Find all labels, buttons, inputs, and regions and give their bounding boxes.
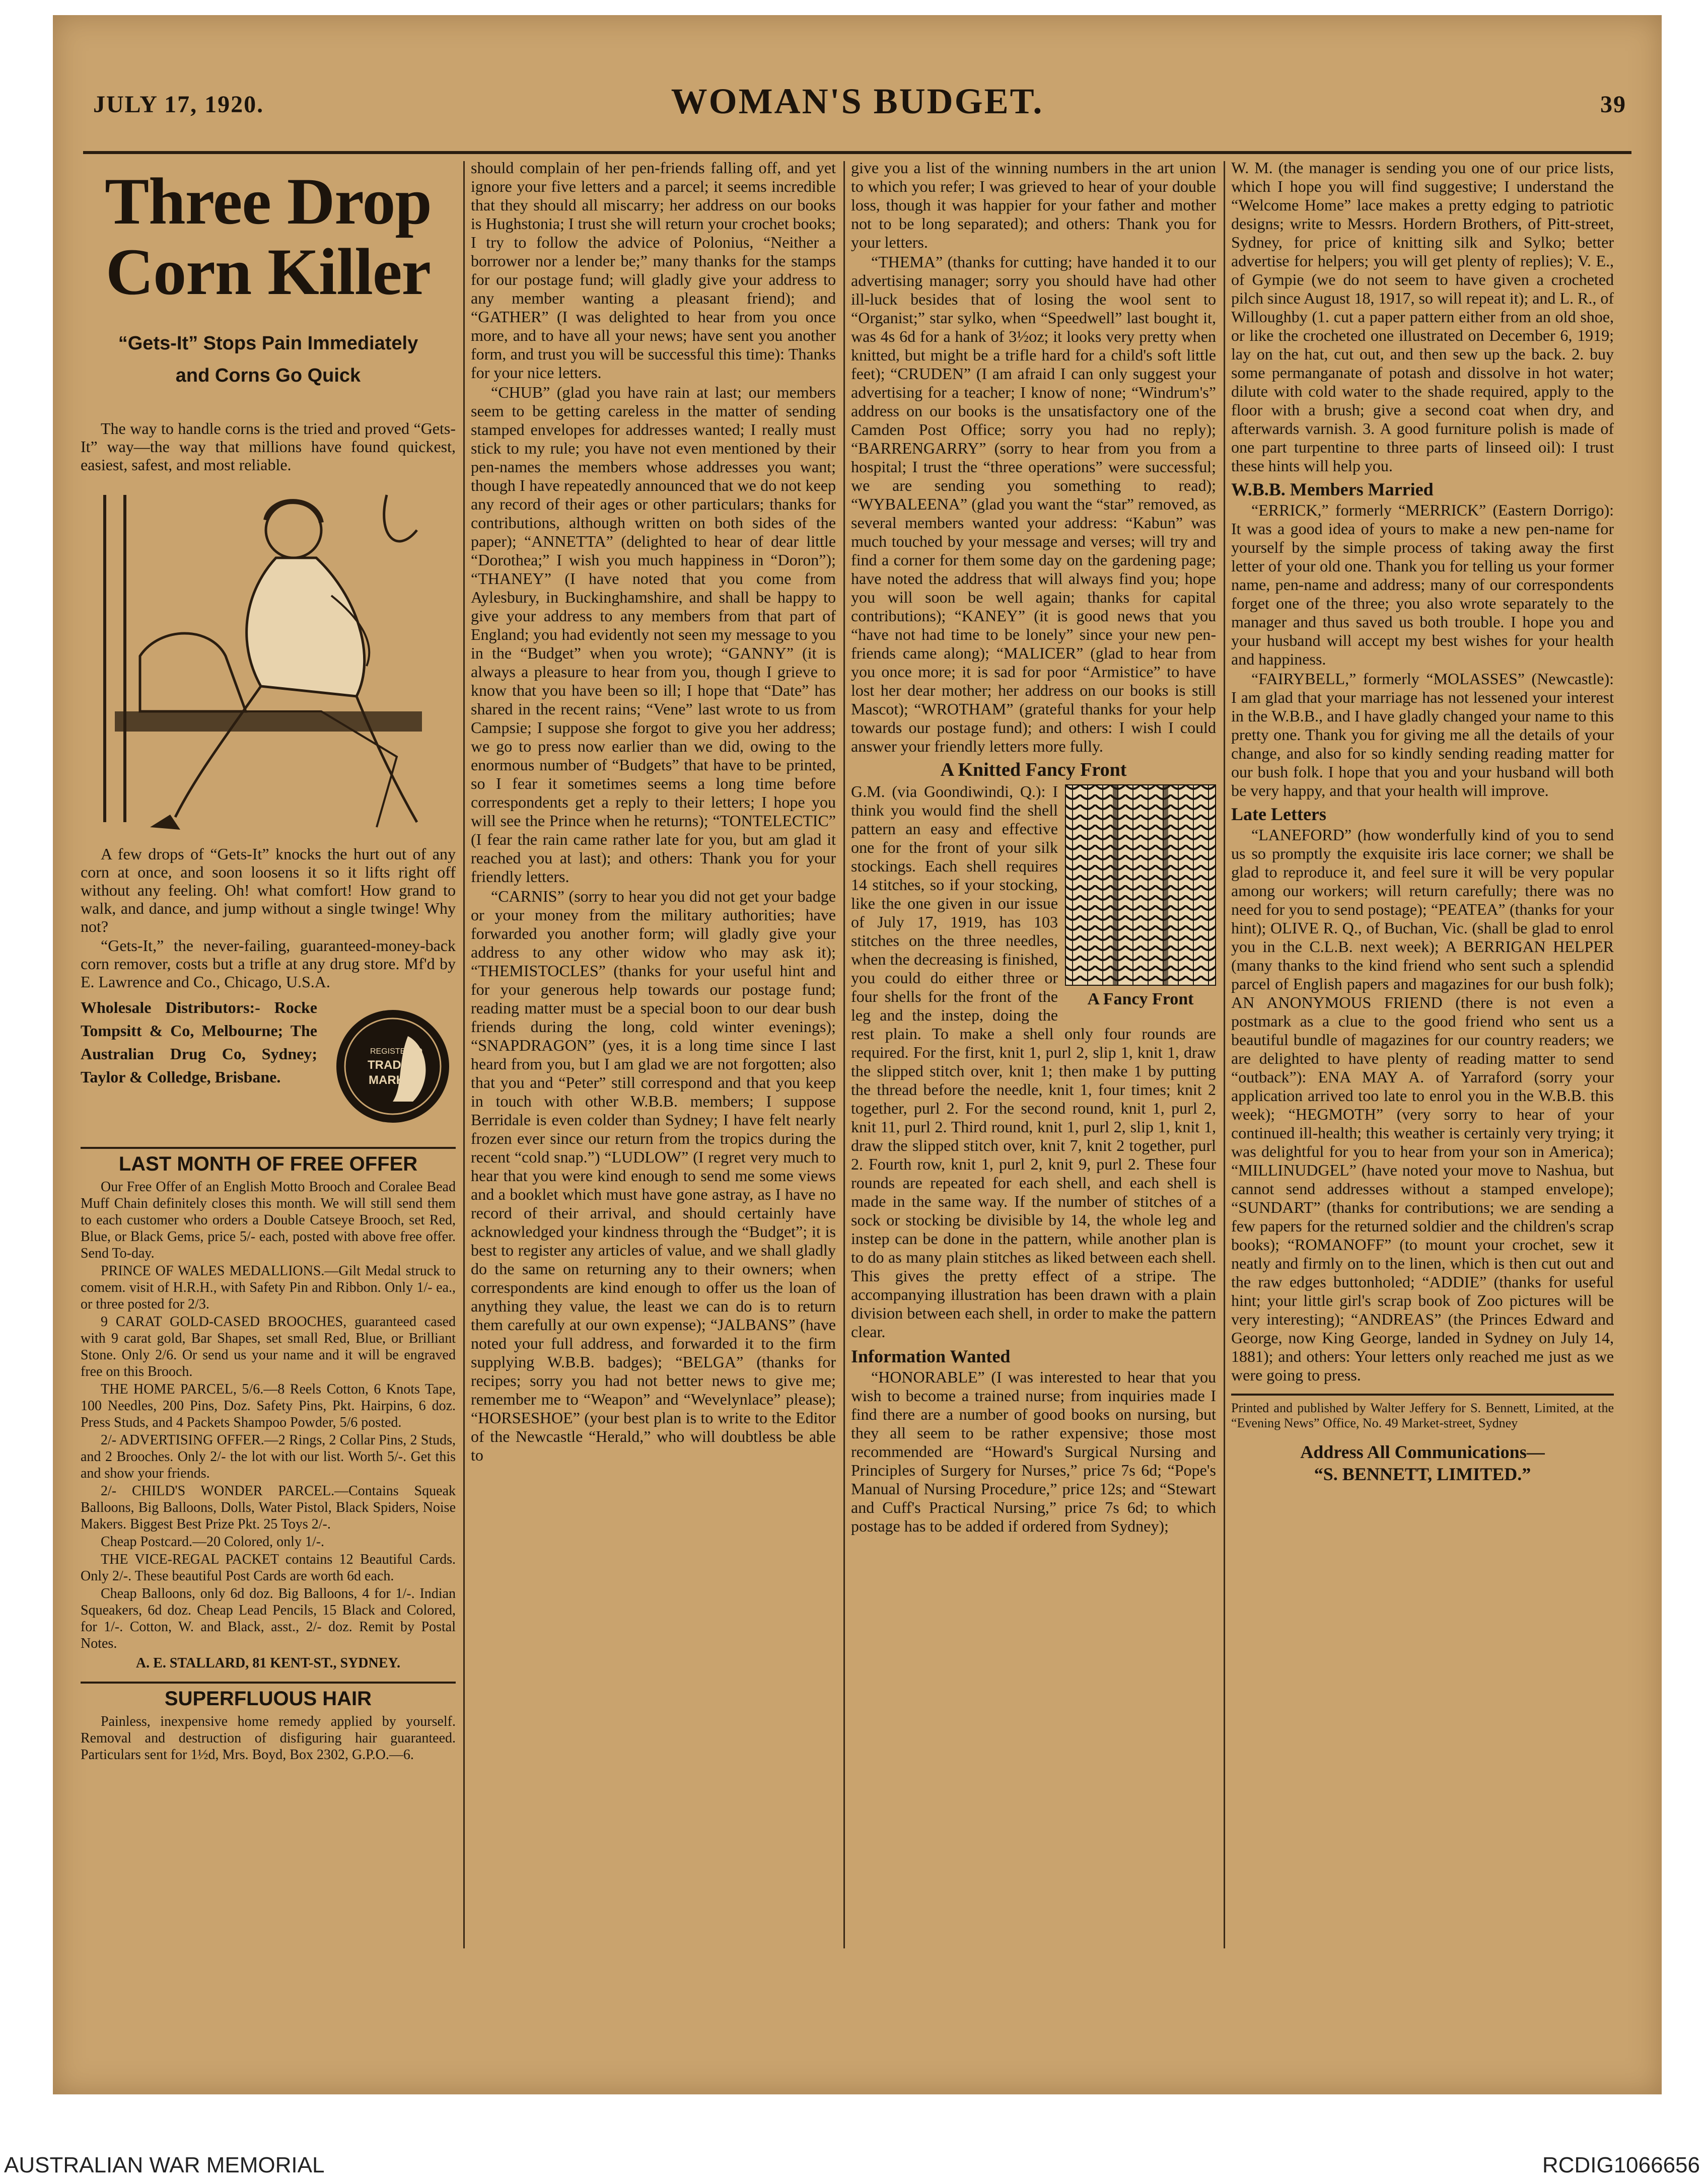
knitting-instructions: G.M. (via Goondiwindi, Q.): I think you would find the shell pattern an easy and effective one for the front of your silk stockings. Each shell requires 14 stitches, so if your stocking, like the one given in our issue of July 17, 1919, has 103 stitches on the three needles, when the decreasing is finished, you could do either three or four shells for the front of the leg and the instep, doing the rest plain. To make a shell only four rounds are required. For the first, knit 1, purl 2, slip 1, knit 1, draw the slipped stitch over, knit 1; then make 1 by putting the thread before the needle, knit 1, four times; knit 2 together, purl 2. For the second round, knit 1, purl 2, knit 11, purl 2. Third round, knit 1, purl 2, slip 1, knit 1, draw the slipped stitch over, knit 7, knit 2 together, purl 2. Fourth row, knit 1, purl 2, knit 9, purl 2. These four rounds are repeated for each shell, and each shell is made in the same way. If the number of stitches of a sock or stocking be divisible by 14, the whole leg and instep can be done in the pattern, while another plan is to do as many plain stitches as liked between each shell. This gives the pretty effect of a stripe. The accompanying illustration has been drawn with a plain division between each shell, in order to make the pattern clear. [851,782,1216,1341]
advertising-column [81,159,456,1951]
letters-paragraph: “THEMA” (thanks for cutting; have handed it to our advertising manager; sorry you should have had other ill-luck besides that of losing the wool sent to “Organist;” star sylko, when “Speedwell” last bought it, was 4s 6d for a hank of 3½oz; it looks very pretty when knitted, but might be a trifle hard for a child's soft little feet); “CRUDEN” (I am afraid I can only suggest your advertising for a teacher; I know of none; “Windrum's” address on our books is the unsatisfactory one of the Camden Post Office; sorry you had no reply); “BARRENGARRY” (sorry to hear from you from a hospital; I trust the “three operations” were successful; we are sending you something to read); “WYBALEENA” (glad you want the “star” removed, as several members wanted your address: “Kabun” was much touched by your message and verses; will try and find a corner for them some day on the gardening page; have noted the address that will always find you; hope you will soon be well again; thanks for capital contributions); “KANEY” (it is good news that you “have not had time to be lonely” since your new pen-friends came along); “MALICER” (glad to hear from you once more; it is sad for poor “Armistice” to have lost her dear mother; her address on our books is still Mascot); “WROTHAM” (grateful thanks for your help towards our postage fund); and others: I wish I could answer your friendly letters more fully. [851,253,1216,755]
ad-subtitle: “Gets-It” Stops Pain Immediately and Corns Go Quick [118,333,418,386]
offer-item: 2/- CHILD'S WONDER PARCEL.—Contains Squeak Balloons, Big Balloons, Dolls, Water Pistol, Black Spiders, Noise Makers. Biggest Best Prize Pkt. 25 Toys 2/-. [81,1483,456,1532]
header-rule [83,151,1631,154]
archive-id: RCDIG1066656 [1542,2153,1700,2177]
svg-text:TRADE: TRADE [368,1058,409,1072]
newspaper-page [53,15,1662,2094]
late-letters-heading: Late Letters [1231,804,1326,824]
svg-text:MARK: MARK [369,1073,405,1087]
printer-imprint: Printed and published by Walter Jeffery for S. Bennett, Limited, at the “Evening News” Office, No. 49 Market-street, Sydney [1231,1394,1614,1431]
page-number: 39 [1600,91,1626,118]
ad-body-2: “Gets-It,” the never-failing, guaranteed-money-back corn remover, costs but a trifle at any drug store. Mf'd by E. Lawrence and Co., Chicago, U.S.A. [81,936,456,991]
svg-text:REGISTERED: REGISTERED [370,1047,423,1056]
letters-paragraph: should complain of her pen-friends falling off, and yet ignore your five letters and a parcel; it seems incredible that they should all miscarry; her address on our books is Hughstonia; I trust she will return your crochet books; I try to follow the advice of Polonius, “Neither a borrower nor a lender be;” many thanks for the stamps for our postage fund; will gladly give your address to any member wanting a pleasant friend); and “GATHER” (I was delighted to hear from you once more, and to have all your news; have sent you another form, and trust you will be successful this time): Thanks for your nice letters. [471,159,836,382]
fancy-front-figure [1065,784,1216,1008]
archive-footer [0,2149,1707,2184]
column-divider [1224,161,1225,1948]
offer-items [81,1179,456,1671]
knitted-fancy-front-heading: A Knitted Fancy Front [940,759,1127,780]
offer-advertiser: A. E. STALLARD, 81 KENT-ST., SYDNEY. [135,1655,401,1671]
offer-item: THE VICE-REGAL PACKET contains 12 Beautiful Cards. Only 2/-. These beautiful Post Cards are worth 6d each. [81,1552,456,1584]
distributors-block [81,996,456,1137]
superfluous-hair-title: SUPERFLUOUS HAIR [81,1682,456,1708]
letters-paragraph: give you a list of the winning numbers in the art union to which you refer; I was grieved to hear of your double loss, though it was happier for your father and mother not to be long separated); and others: Thank you for your letters. [851,159,1216,251]
offer-item: THE HOME PARCEL, 5/6.—8 Reels Cotton, 6 Knots Tape, 100 Needles, 200 Pins, Doz. Safety Pins, Pkt. Hairpins, 6 doz. Press Studs, and 4 Packets Shampoo Powder, 5/6 posted. [81,1381,456,1430]
address-communications: Address All Communications— “S. BENNETT, LIMITED.” [1300,1442,1545,1484]
married-paragraph: “FAIRYBELL,” formerly “MOLASSES” (Newcastle): I am glad that your marriage has not lessened your interest in the W.B.B., and I have gladly changed your name to this pretty one. Thank you for giving me all the details of your change, and also for so kindly sending reading matter for our bush folk. I hope that you and your husband will both be very happy, and that your health will improve. [1231,670,1614,799]
offer-title: LAST MONTH OF FREE OFFER [81,1147,456,1174]
ad-body-1: A few drops of “Gets-It” knocks the hurt out of any corn at once, and soon loosens it so it lifts right off without any feeling. Oh! what comfort! How grand to walk, and dance, and jump without a single twinge! Why not? [81,845,456,935]
ad-headline: Three Drop Corn Killer [105,164,432,309]
shell-pattern-icon [1065,784,1216,986]
letters-paragraph: “CHUB” (glad you have rain at last; our members seem to be getting careless in the matter of sending stamped envelopes for addresses wanted; I really must stick to my rule; you have not even mentioned by their pen-names the members whose addresses you want; though I have repeatedly announced that we do not keep any record of their ages or other particulars; thanks for contributions, although written on both sides of the paper); “ANNETTA” (delighted to hear of dear little “Dorothea;” I wish you much happiness in “Doron”); “THANEY” (I have noted that you come from Aylesbury, in Buckinghamshire, and shall be happy to give your address to any members from that part of England; you had evidently not seen my message to you in the “Budget” when you wrote); “GANNY” (it is always a pleasure to hear from you, though I grieve to know that you have been so ill; I hope that “Date” has shared in the recent rains; “Vene” last wrote to us from Campsie; I suppose she forgot to give you her address; we go to press now earlier than we did, owing to the enormous number of “Budgets” that have to be printed, so I fear it sometimes seems a long time before correspondents get a reply to their letters; I hope you will see the Prince when he returns); “TONTELECTIC” (I fear the rain came rather late for you, but am glad it reached you at last); and others: Thank you for your friendly letters. [471,383,836,886]
masthead-title: WOMAN'S BUDGET. [671,81,1044,121]
information-wanted-text: “HONORABLE” (I was interested to hear that you wish to become a trained nurse; from inquiries made I find there are a number of good books on nursing, but they all seem to be rather expensive; those most recommended are “Howard's Surgical Nursing and Principles of Surgery for Nurses,” price 7s 6d; “Pope's Manual of Nursing Procedure,” price 12s; and “Stewart and Cuff's Practical Nursing,” price 7s 6d; to which postage has to be added if ordered from Sydney); [851,1368,1216,1535]
distributors-text: Wholesale Distributors:- Rocke Tompsitt & Co, Melbourne; The Australian Drug Co, Sydney; Taylor & Colledge, Brisbane. [81,998,317,1086]
offer-item: 9 CARAT GOLD-CASED BROOCHES, guaranteed cased with 9 carat gold, Bar Shapes, set small Red, Blue, or Brilliant Stone. Only 2/6. Or send us your name and it will be engraved free on this Brooch. [81,1314,456,1379]
late-letters-text: “LANEFORD” (how wonderfully kind of you to send us so promptly the exquisite iris lace corner; we shall be glad to reproduce it, and feel sure it will be very popular among our workers; will return carefully; there was no need for you to send postage); “PEATEA” (thanks for your hint); OLIVE R. Q., of Buchan, Vic. (shall be glad to enrol you in the C.L.B. next week); A BERRIGAN HELPER (many thanks to the kind friend who sent such a splendid parcel of English papers and magazines for our bush folk); AN ANONYMOUS FRIEND (there is not even a postmark as a clue to the good friend who sent us a beautiful bundle of magazines for our country readers; we are delighted to have plenty of reading matter to send “outback”): ENA MAY A. of Yarraford (sorry your application arrived too late to enrol you in the W.B.B. this week); “HEGMOTH” (very sorry to hear of your continued ill-health; this weather is certainly very trying; it was delightful for you to hear from your son in America); “MILLINUDGEL” (have noted your move to Nashua, but cannot send addresses without a stamped envelope); “SUNDART” (thanks for contributions; we are sending a few papers for the returned soldier and the children's scrap books); “ROMANOFF” (to mount your crochet, sew it neatly and firmly on to the linen, which is then cut out and the raw edges buttonholed; “ADDIE” (thanks for useful hint; your little girl's scrap book of Zoo pictures will be very interesting); “ANDREAS” (the Princes Edward and George, now King George, landed in Sydney on July 14, 1881); and others: Your letters only reached me just as we were going to press. [1231,826,1614,1384]
column-divider [463,161,465,1948]
woman-illustration-icon [95,475,442,835]
ad-intro: The way to handle corns is the tried and proved “Gets-It” way—the way that millions have found quickest, easiest, safest, and most reliable. [81,419,456,474]
offer-item: 2/- ADVERTISING OFFER.—2 Rings, 2 Collar Pins, 2 Studs, and 2 Brooches. Only 2/- the lot with our list. Worth 5/-. Get this and show your friends. [81,1432,456,1481]
fancy-front-caption: A Fancy Front [1087,990,1194,1008]
letters-paragraph: “CARNIS” (sorry to hear you did not get your badge or your money from the military authorities; have forwarded you another form; will gladly give your address to any other widow who may ask it); “THEMISTOCLES” (thanks for your useful hint and for your generous help towards our postage fund; reading matter must be a special boon to our dear bush friends during the long, cold winter evenings); “SNAPDRAGON” (yes, it is a long time since I last heard from you, but I am glad we are not forgotten; also that you and “Peter” still correspond and that you keep in touch with other W.B.B. members; I suppose Berridale is even colder than Sydney; I have felt nearly frozen ever since our return from the tropics during the recent “cold snap.”) “LUDLOW” (I regret very much to hear that you were kind enough to send me some views and a booklet which must have gone astray, as I have no record of their arrival, and should certainly have acknowledged your kindness through the “Budget”; it is best to register any articles of value, and we shall gladly do the same on returning any to their owners; when correspondents are kind enough to offer us the loan of anything they value, the least we can do is to return them carefully at our own expense); “JALBANS” (have noted your full address, and forwarded it to the firm supplying W.B.B. badges); “BELGA” (thanks for recipes; sorry you had not better news to give me; remember me to “Weapon” and “Wevelynlace” please); “HORSESHOE” (your best plan is to write to the Editor of the Newcastle “Herald,” who will doubtless be able to [471,887,836,1464]
information-wanted-heading: Information Wanted [851,1346,1011,1366]
correspondence-column-2 [471,159,836,1951]
column-divider [843,161,845,1948]
offer-item: PRINCE OF WALES MEDALLIONS.—Gilt Medal struck to comem. visit of H.R.H., with Safety Pin and Ribbon. Only 1/- ea., or three posted for 2/3. [81,1263,456,1312]
correspondence-column-4 [1231,159,1614,1951]
issue-date: JULY 17, 1920. [93,91,264,118]
archive-name: AUSTRALIAN WAR MEMORIAL [4,2153,325,2177]
knitting-section [851,782,1216,1342]
correspondence-column-3 [851,159,1216,1951]
superfluous-hair-text: Painless, inexpensive home remedy applied by yourself. Removal and destruction of disfiguring hair guaranteed. Particulars sent for 1½d, Mrs. Boyd, Box 2302, G.P.O.—6. [81,1714,456,1763]
members-married-heading: W.B.B. Members Married [1231,479,1434,499]
offer-item: Our Free Offer of an English Motto Brooch and Coralee Bead Muff Chain definitely closes this month. We will still send them to each customer who orders a Double Catseye Brooch, set Red, Blue, or Black Gems, price 5/- each, posted with above free offer. Send To-day. [81,1179,456,1261]
married-paragraph: “ERRICK,” formerly “MERRICK” (Eastern Dorrigo): It was a good idea of yours to make a new pen-name for yourself by the simple process of taking away the first letter of your old one. Thank you for telling us your former name, pen-name and address; many of our correspondents forget one of the three; you also wrote separately to the manager and thus saved us both trouble. I hope you and your husband will accept my best wishes for your health and happiness. [1231,501,1614,668]
letters-paragraph: W. M. (the manager is sending you one of our price lists, which I hope you will find suggestive; I understand the “Welcome Home” lace makes a pretty edging to patriotic designs; write to Messrs. Hordern Brothers, of Pitt-street, Sydney, for price of knitting silk and Sylko; better advertise for helpers; you will get plenty of replies); V. E., of Gympie (we do not seem to have given a crocheted pilch since August 18, 1917, so will repeat it); and L. R., of Willoughby (1. cut a paper pattern either from an old shoe, or like the crocheted one illustrated on December 6, 1919; lay on the hat, cut out, and then sew up the back. 2. buy some permanganate of potash and dissolve in hot water; dilute with cold water to the shade required, apply to the floor with a brush; give a second coat when dry, and afterwards varnish. 3. A good furniture polish is made of one part turpentine to three parts of linseed oil): I trust these hints will help you. [1231,159,1614,475]
trade-mark-seal-icon [332,1006,453,1127]
offer-item: Cheap Postcard.—20 Colored, only 1/-. [101,1534,325,1550]
offer-item: Cheap Balloons, only 6d doz. Big Balloons, 4 for 1/-. Indian Squeakers, 6d doz. Cheap Lead Pencils, 15 Black and Colored, for 1/-. Cotton, W. and Black, asst., 2/- doz. Remit by Postal Notes. [81,1586,456,1651]
